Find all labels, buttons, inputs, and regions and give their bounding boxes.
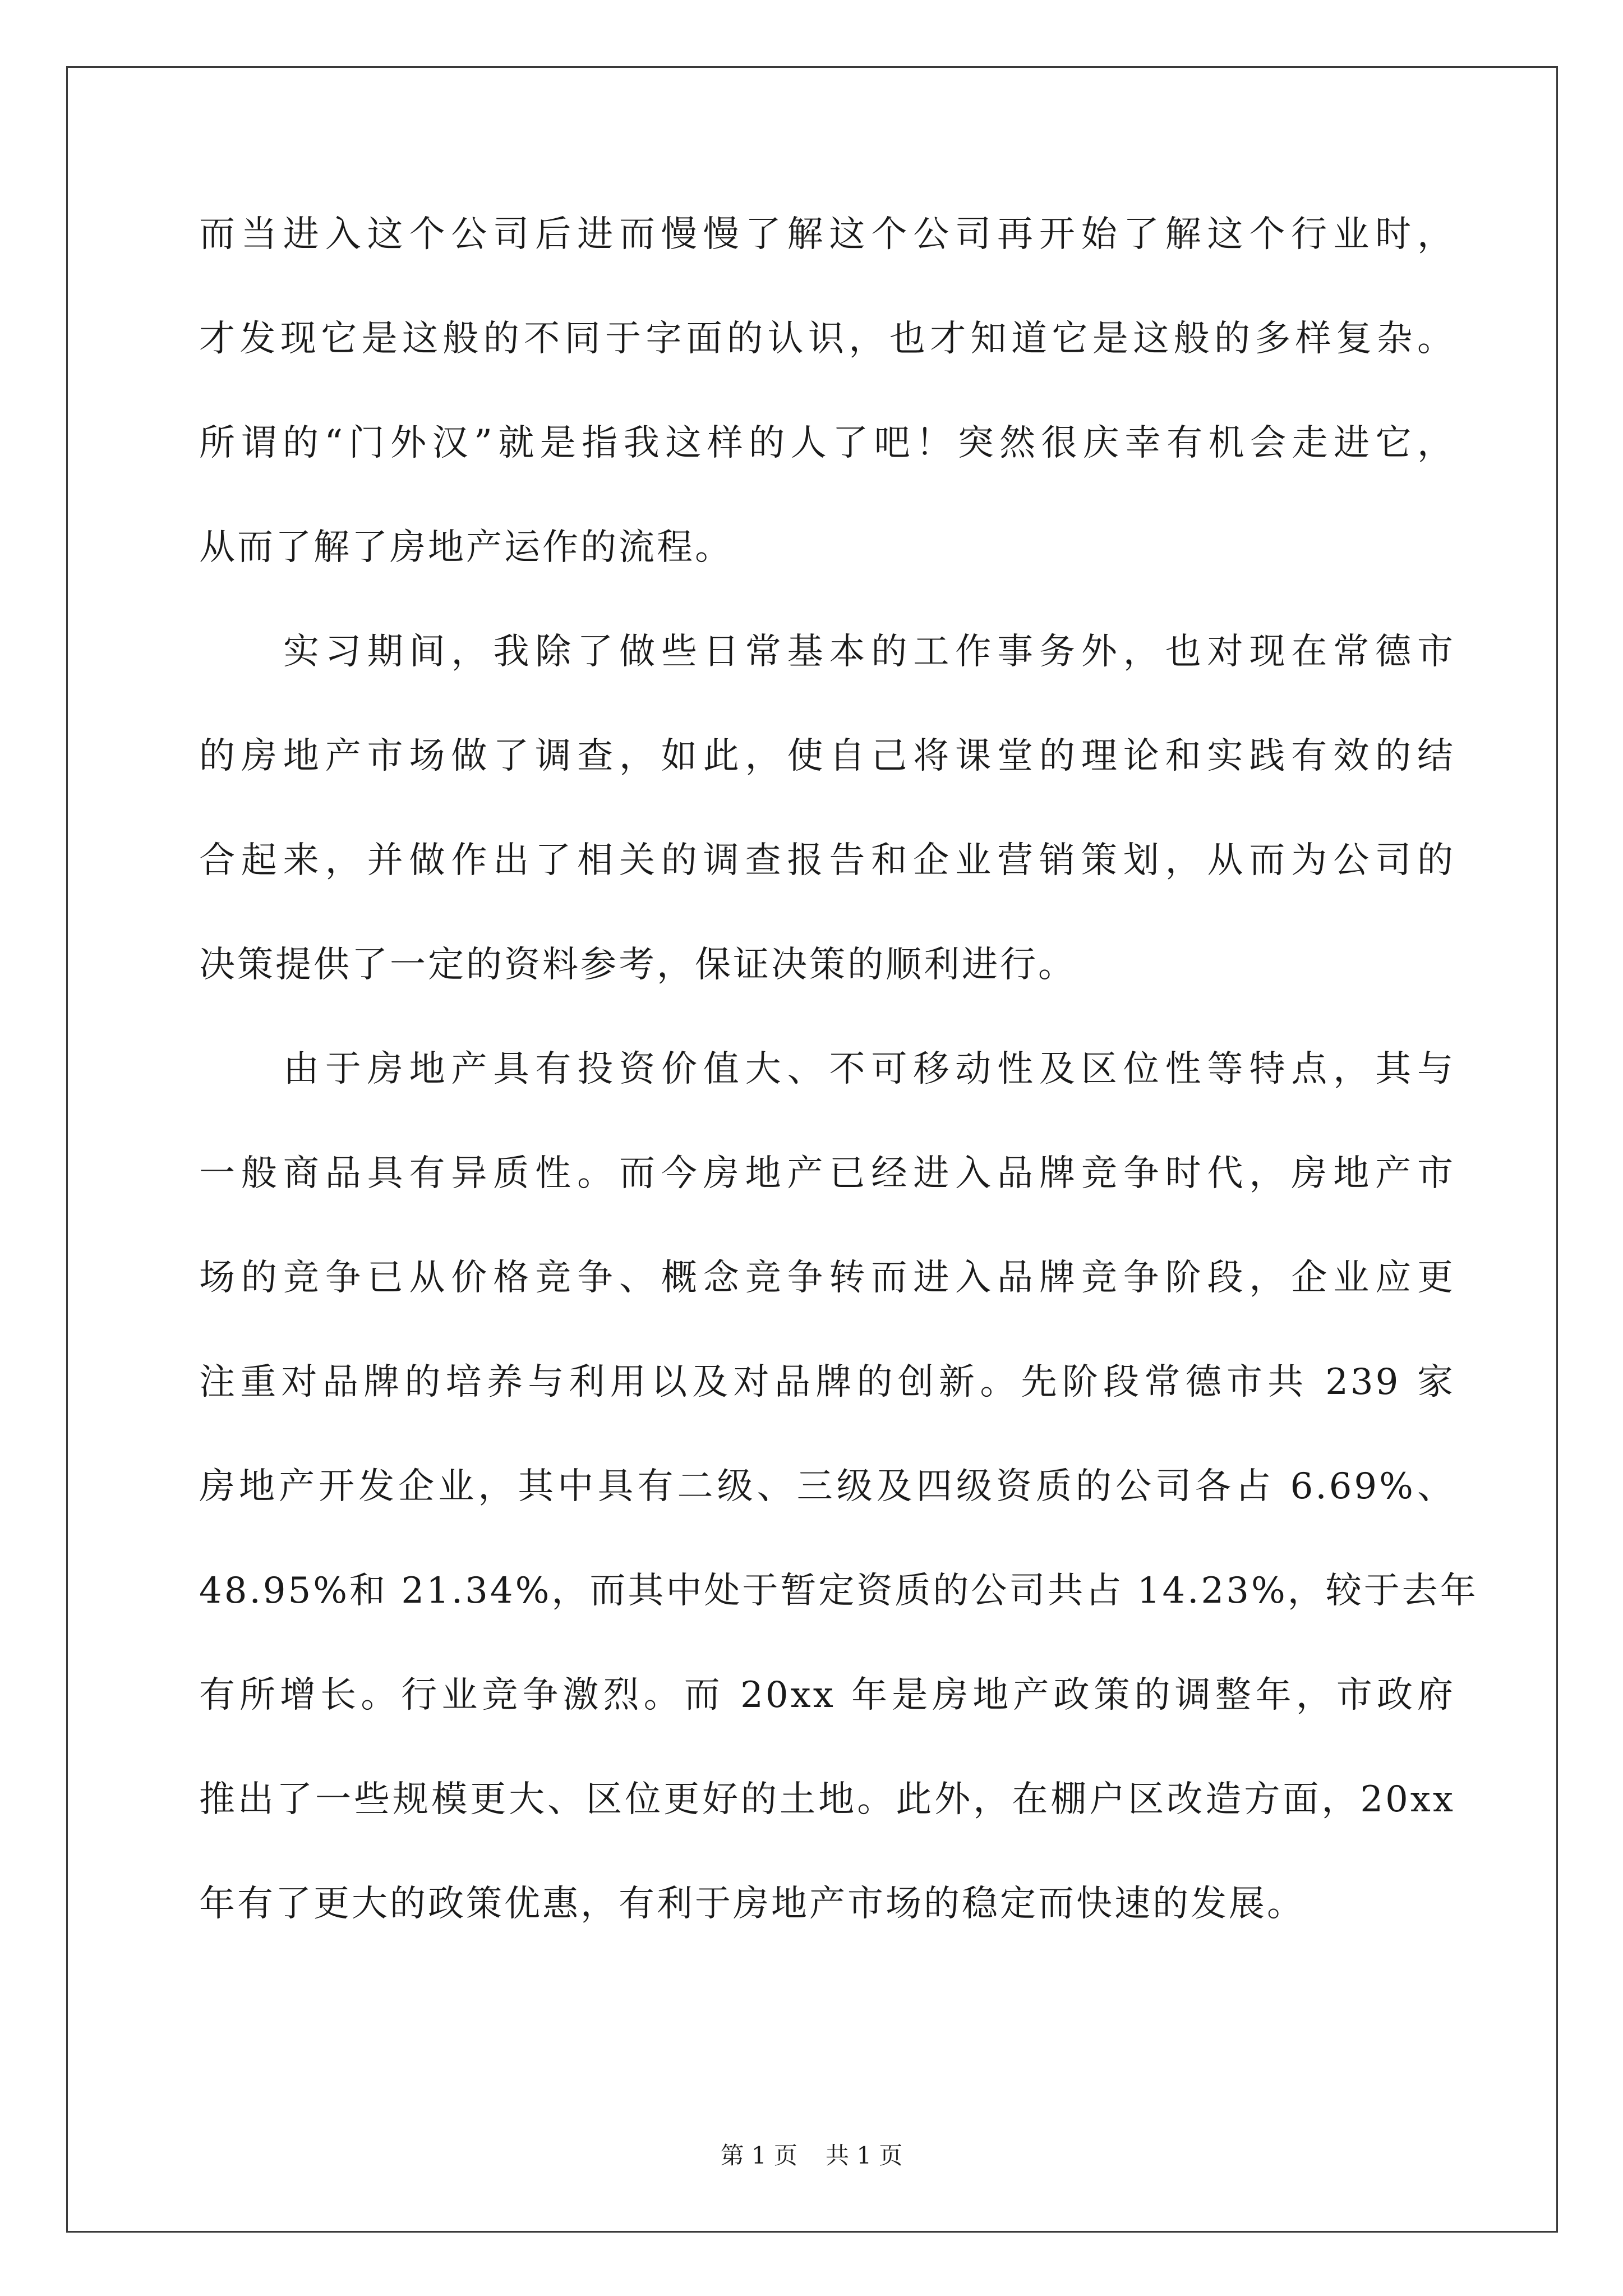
text-line: 场的竞争已从价格竞争、概念竞争转而进入品牌竞争阶段，企业应更 [199,1257,1455,1299]
text-line: 合起来，并做作出了相关的调查报告和企业营销策划，从而为公司的 [199,840,1455,881]
document-body [199,208,1478,1931]
text-line: 年有了更大的政策优惠，有利于房地产市场的稳定而快速的发展。 [199,1883,1305,1925]
page-number: 第 1 页 [720,2142,797,2169]
text-line: 实习期间，我除了做些日常基本的工作事务外，也对现在常德市 [283,631,1455,673]
text-line: 从而了解了房地产运作的流程。 [199,527,733,568]
text-line: 才发现它是这般的不同于字面的认识，也才知道它是这般的多样复杂。 [199,318,1455,360]
text-line: 由于房地产具有投资价值大、不可移动性及区位性等特点，其与 [283,1048,1455,1090]
text-line: 48.95%和 21.34%，而其中处于暂定资质的公司共占 14.23%，较于去年 [199,1570,1478,1612]
text-line: 所谓的“门外汉”就是指我这样的人了吧！突然很庆幸有机会走进它， [199,422,1455,464]
text-line: 而当进入这个公司后进而慢慢了解这个公司再开始了解这个行业时， [199,214,1455,255]
text-line: 注重对品牌的培养与利用以及对品牌的创新。先阶段常德市共 239 家 [199,1361,1455,1403]
text-line: 决策提供了一定的资料参考，保证决策的顺利进行。 [199,944,1076,986]
text-line: 有所增长。行业竞争激烈。而 20xx 年是房地产政策的调整年，市政府 [199,1674,1455,1716]
text-line: 推出了一些规模更大、区位更好的土地。此外，在棚户区改造方面，20xx [199,1779,1455,1820]
text-line: 一般商品具有异质性。而今房地产已经进入品牌竞争时代，房地产市 [199,1153,1455,1194]
text-line: 房地产开发企业，其中具有二级、三级及四级资质的公司各占 6.69%、 [199,1466,1455,1507]
page-footer [0,2142,1623,2170]
text-line: 的房地产市场做了调查，如此，使自己将课堂的理论和实践有效的结 [199,735,1455,777]
page-total: 共 1 页 [826,2142,903,2169]
